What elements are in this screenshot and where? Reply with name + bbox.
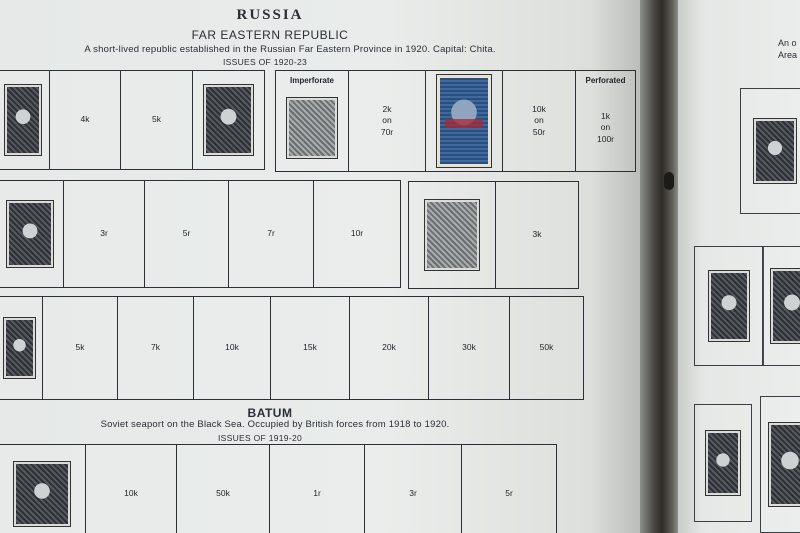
stamp-image (769, 423, 800, 507)
issues-heading: ISSUES OF 1920-23 (223, 57, 307, 67)
stamp-image (7, 201, 53, 267)
right-page-text-2: Area (778, 50, 798, 60)
stamp-slot (63, 180, 145, 288)
stamp-slot (408, 181, 496, 289)
stamp-denomination: 4k (80, 114, 90, 125)
stamp-row-1 (0, 70, 264, 170)
stamp-slot (270, 296, 350, 400)
stamp-row-3 (0, 296, 583, 400)
stamp-slot (348, 70, 426, 172)
stamp-slot (144, 180, 229, 288)
batum-stamp-row (0, 444, 556, 533)
stamp-denomination: 10k (124, 488, 138, 499)
stamp-slot (0, 444, 86, 533)
stamp-image (287, 98, 337, 158)
stamp-slot (275, 70, 349, 172)
stamp-slot (313, 180, 401, 288)
stamp-slot (364, 444, 462, 533)
section-title: FAR EASTERN REPUBLIC (191, 28, 349, 42)
stamp-slot (575, 70, 636, 172)
stamp-slot (120, 70, 193, 170)
stamp-denomination: 7k (151, 342, 160, 353)
stamp-slot (0, 296, 43, 400)
stamp-denomination: 10r (350, 228, 364, 239)
stamp-row-2 (0, 180, 400, 288)
stamp-slot (461, 444, 557, 533)
stamp-denomination: 5k (75, 342, 85, 353)
stamp-image (771, 269, 800, 342)
stamp-image (5, 85, 41, 156)
batum-description: Soviet seaport on the Black Sea. Occupied by British forces from 1918 to 1920. (100, 419, 450, 430)
stamp-slot (49, 70, 121, 170)
stamp-denomination: 5k (152, 114, 161, 125)
stamp-slot (193, 296, 271, 400)
section-description: A short-lived republic established in the Russian Far Eastern Province in 1920. Capital: Chita. (84, 44, 496, 55)
stamp-denomination: 3r (409, 488, 417, 499)
stamp-image (754, 119, 796, 183)
page-title: RUSSIA (236, 7, 304, 23)
binding-ring (664, 172, 674, 190)
stamp-denomination: 5r (182, 228, 191, 239)
stamp-denomination: 7r (267, 228, 275, 239)
stamp-slot (0, 180, 64, 288)
stamp-slot (740, 88, 800, 214)
stamp-image (709, 271, 748, 342)
stamp-denomination: 2k on 70r (380, 103, 394, 137)
stamp-image (14, 462, 71, 527)
stamp-denomination: 1r (313, 488, 321, 499)
stamp-slot (760, 396, 800, 533)
batum-issues-heading: ISSUES OF 1919-20 (218, 433, 302, 443)
stamp-denomination: 50k (539, 342, 554, 353)
stamp-image (425, 200, 478, 270)
batum-title: BATUM (247, 406, 293, 420)
album-page-right (678, 0, 800, 533)
stamp-slot (694, 404, 752, 522)
stamp-slot (85, 444, 177, 533)
stamp-image (706, 431, 741, 496)
stamp-row-1b (275, 70, 635, 172)
stamp-slot (694, 246, 764, 366)
stamp-image (4, 318, 35, 377)
stamp-slot (349, 296, 429, 400)
stamp-slot (228, 180, 314, 288)
stamp-slot (192, 70, 265, 170)
stamp-slot (176, 444, 270, 533)
stamp-denomination: 10k (225, 342, 239, 353)
stamp-slot (425, 70, 503, 172)
stamp-image (204, 85, 254, 156)
imperforate-label: Imperforate (289, 76, 334, 85)
stamp-denomination: 1k on 100r (596, 110, 614, 144)
stamp-slot (0, 70, 50, 170)
stamp-denomination: 3r (100, 228, 108, 239)
stamp-denomination: 5r (505, 488, 513, 499)
stamp-denomination: 3k (532, 229, 542, 240)
stamp-image-blue (437, 75, 490, 167)
stamp-slot (42, 296, 118, 400)
right-page-text-1: An o (778, 38, 797, 48)
stamp-slot (762, 246, 800, 366)
stamp-slot (502, 70, 576, 172)
perforated-label: Perforated (585, 76, 626, 85)
stamp-slot (117, 296, 194, 400)
stamp-slot (495, 181, 579, 289)
stamp-denomination: 20k (382, 342, 396, 353)
stamp-denomination: 10k on 50r (532, 103, 546, 137)
album-binding-gutter (640, 0, 680, 533)
stamp-denomination: 30k (462, 342, 476, 353)
stamp-slot (428, 296, 510, 400)
stamp-denomination: 15k (303, 342, 317, 353)
stamp-denomination: 50k (216, 488, 230, 499)
stamp-slot (269, 444, 365, 533)
stamp-slot (509, 296, 584, 400)
stamp-row-2b (408, 181, 578, 289)
